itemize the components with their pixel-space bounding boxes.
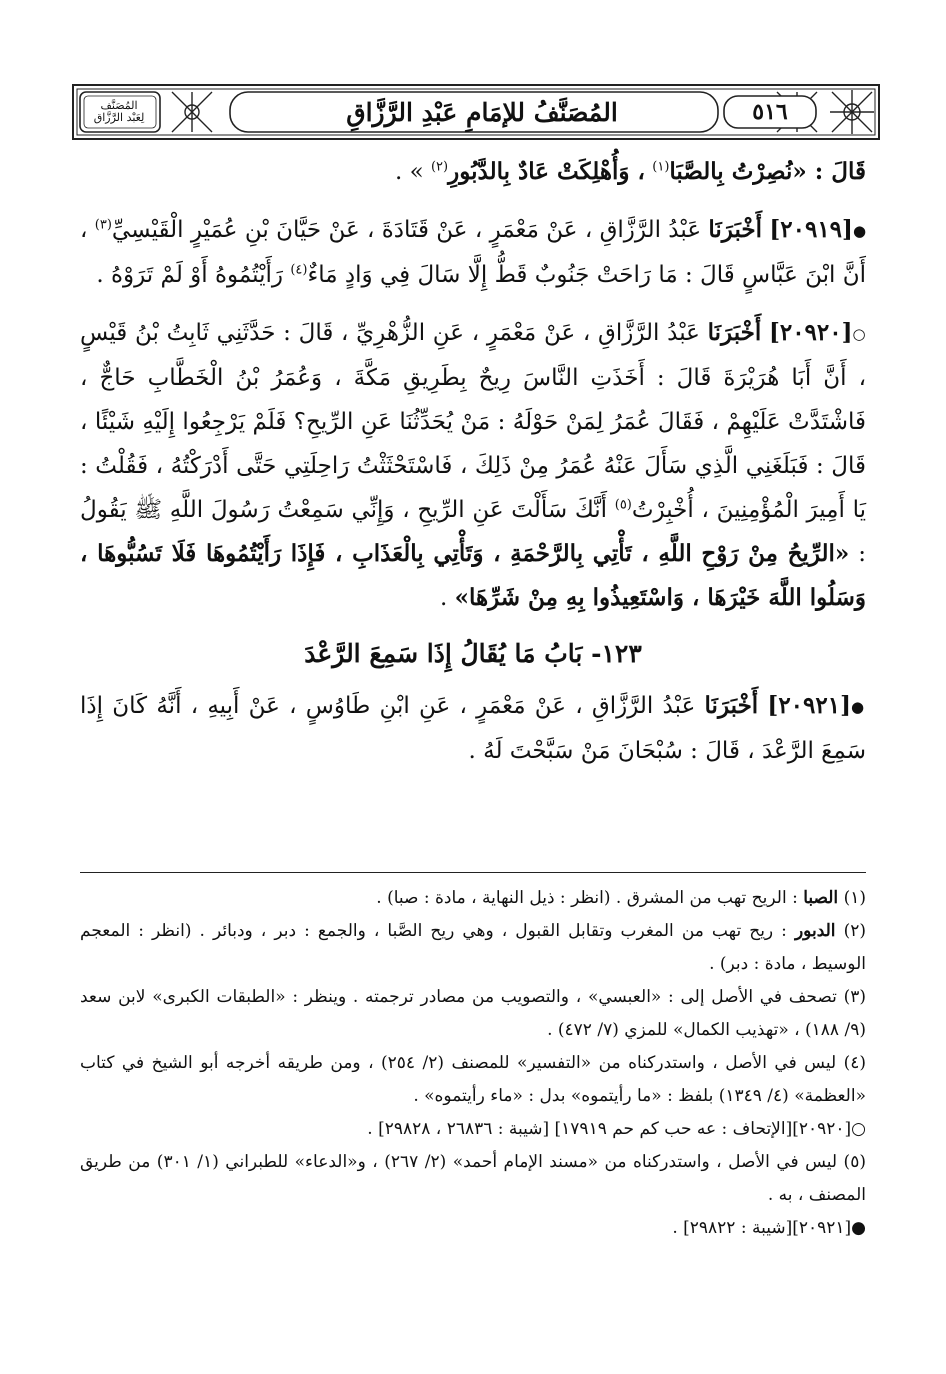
- hadith-marker: ○: [852, 325, 866, 343]
- paragraph-continuation: قَالَ : «نُصِرْتُ بِالصَّبَا$^{(١)}$ ، وَأُهْلِكَتْ عَادٌ بِالدَّبُورِ$^{(٢)}$ » .: [394, 158, 866, 185]
- footnote-3: (٣) تصحف في الأصل إلى : «العبسي» ، والتصويب من مصادر ترجمته . وينظر : «الطبقات الكبرى» لابن سعد (٩/ ١٨٨) ، «تهذيب الكمال» للمزي (٧/ ٤٧٢) .: [80, 987, 866, 1040]
- footnote-ref-3[interactable]: (٣): [94, 217, 112, 233]
- footnote-5: (٥) ليس في الأصل ، واستدركناه من «مسند الإمام أحمد» (٢/ ٢٦٧) ، و«الدعاء» للطبراني (١/ ٣٠١) من طريق المصنف ، به .: [80, 1152, 866, 1205]
- footnote-ref-2[interactable]: (٢): [430, 159, 449, 175]
- footnote-ref-4[interactable]: (٤): [290, 262, 308, 278]
- prophetic-quote: «الرِّيحُ مِنْ رَوْحِ اللَّهِ ، تَأْتِي بِالرَّحْمَةِ ، وَتَأْتِي بِالْعَذَابِ ، فَإِذَا رَأَيْتُمُوهَا فَلَا تَسُبُّوهَا ، وَسَلُوا اللَّهَ خَيْرَهَا ، وَاسْتَعِيذُوا بِهِ مِنْ شَرِّهَا»: [80, 540, 866, 611]
- hadith-number: [٢٠٩٢١]: [767, 692, 851, 719]
- footnote-4: (٤) ليس في الأصل ، واستدركناه من «التفسير» للمصنف (٢/ ٢٥٤) ، ومن طريقه أخرجه أبو الشيخ في كتاب «العظمة» (٤/ ١٣٤٩) بلفظ : «ما رأيتموه» بدل : «ماء رأيتموه» .: [80, 1053, 867, 1106]
- hadith-marker: ●: [852, 222, 867, 240]
- hadith-20921: ●[٢٠٩٢١] أَخْبَرَنَا عَبْدُ الرَّزَّاقِ ، عَنْ مَعْمَرٍ ، عَنِ ابْنِ طَاوُسٍ ، عَنْ أَبِيهِ ، أَنَّهُ كَانَ إِذَا سَمِعَ الرَّعْدَ ، قَالَ : سُبْحَانَ مَنْ سَبَّحْتَ لَهُ .: [80, 692, 866, 764]
- page-header: [72, 84, 880, 140]
- hadith-number: [٢٠٩٢٠]: [768, 319, 853, 346]
- footnote-2: (٢) الدبور : ريح تهب من المغرب وتقابل القبول ، وهي ريح الصَّبا ، والجمع : دبر ، ودبائر . (انظر : المعجم الوسيط ، مادة : دبر) .: [80, 921, 866, 974]
- book-title: المُصَنَّفُ للإمَامِ عَبْدِ الرَّزَّاقِ: [346, 97, 618, 127]
- narration-term: أَخْبَرَنَا: [707, 319, 762, 346]
- book-seal: [80, 92, 158, 132]
- page-number: ٥١٦: [752, 99, 788, 125]
- seal-line-2: لِعَبْد الرَّزَّاق: [93, 111, 145, 124]
- hadith-20920: ○[٢٠٩٢٠] أَخْبَرَنَا عَبْدُ الرَّزَّاقِ ، عَنْ مَعْمَرٍ ، عَنِ الزُّهْرِيِّ ، قَالَ : حَدَّثَنِي ثَابِتُ بْنُ قَيْسٍ ، أَنَّ أَبَا هُرَيْرَةَ قَالَ : أَخَذَتِ النَّاسَ رِيحٌ بِطَرِيقِ مَكَّةَ ، وَعُمَرُ بْنُ الْخَطَّابِ حَاجٌّ ، فَاشْتَدَّتْ عَلَيْهِمْ ، فَقَالَ عُمَرُ لِمَنْ حَوْلَهُ : مَنْ يُحَدِّثُنَا عَنِ الرِّيحِ؟ فَلَمْ يَرْجِعُوا إِلَيْهِ شَيْئًا ، قَالَ : فَبَلَغَنِي الَّذِي سَأَلَ عَنْهُ عُمَرُ مِنْ ذَلِكَ ، فَاسْتَحْثَثْتُ رَاحِلَتِي حَتَّى أَدْرَكْتُهُ ، فَقُلْتُ : يَا أَمِيرَ الْمُؤْمِنِينَ ، أُخْبِرْتُ$^{(٥)}$ أَنَّكَ سَأَلْتَ عَنِ الرِّيحِ ، وَإِنِّي سَمِعْتُ رَسُولَ اللَّهِ ﷺ يَقُولُ : «الرِّيحُ مِنْ رَوْحِ اللَّهِ ، تَأْتِي بِالرَّحْمَةِ ، وَتَأْتِي بِالْعَذَابِ ، فَإِذَا رَأَيْتُمُوهَا فَلَا تَسُبُّوهَا ، وَسَلُوا اللَّهَ خَيْرَهَا ، وَاسْتَعِيذُوا بِهِ مِنْ شَرِّهَا» .: [80, 319, 866, 611]
- footnote-separator: [80, 872, 866, 873]
- footnote-hadith-20921: ●[٢٠٩٢١][شيبة : ٢٩٨٢٢] .: [672, 1218, 866, 1238]
- footnote-ref-1[interactable]: (١): [652, 159, 670, 175]
- hadith-marker: ●: [850, 698, 866, 716]
- seal-line-1: المُصَنَّف: [100, 99, 138, 112]
- hadith-20919: ●[٢٠٩١٩] أَخْبَرَنَا عَبْدُ الرَّزَّاقِ ، عَنْ مَعْمَرٍ ، عَنْ قَتَادَةَ ، عَنْ حَيَّانَ بْنِ عُمَيْرٍ الْقَيْسِيِّ$^{(٣)}$ ، أَنَّ ابْنَ عَبَّاسٍ قَالَ : مَا رَاحَتْ جَنُوبٌ قَطُّ إِلَّا سَالَ فِي وَادٍ مَاءٌ$^{(٤)}$ رَأَيْتُمُوهُ أَوْ لَمْ تَرَوْهُ .: [80, 216, 867, 288]
- main-text: [80, 150, 866, 773]
- footnotes: [80, 882, 866, 1245]
- chapter-heading: ١٢٣- بَابُ مَا يُقَالُ إِذَا سَمِعَ الرَّعْدَ: [304, 639, 642, 668]
- narration-term: أَخْبَرَنَا: [704, 692, 759, 719]
- footnote-hadith-20920: ○[٢٠٩٢٠][الإتحاف : عه حب كم حم ١٧٩١٩] [شيبة : ٢٦٨٣٦ ، ٢٩٨٢٨] .: [367, 1119, 866, 1139]
- footnote-1: (١) الصبا : الريح تهب من المشرق . (انظر : ذيل النهاية ، مادة : صبا) .: [376, 888, 866, 908]
- hadith-number: [٢٠٩١٩]: [769, 216, 853, 243]
- narration-term: أَخْبَرَنَا: [708, 216, 763, 243]
- footnote-ref-5[interactable]: (٥): [614, 497, 632, 513]
